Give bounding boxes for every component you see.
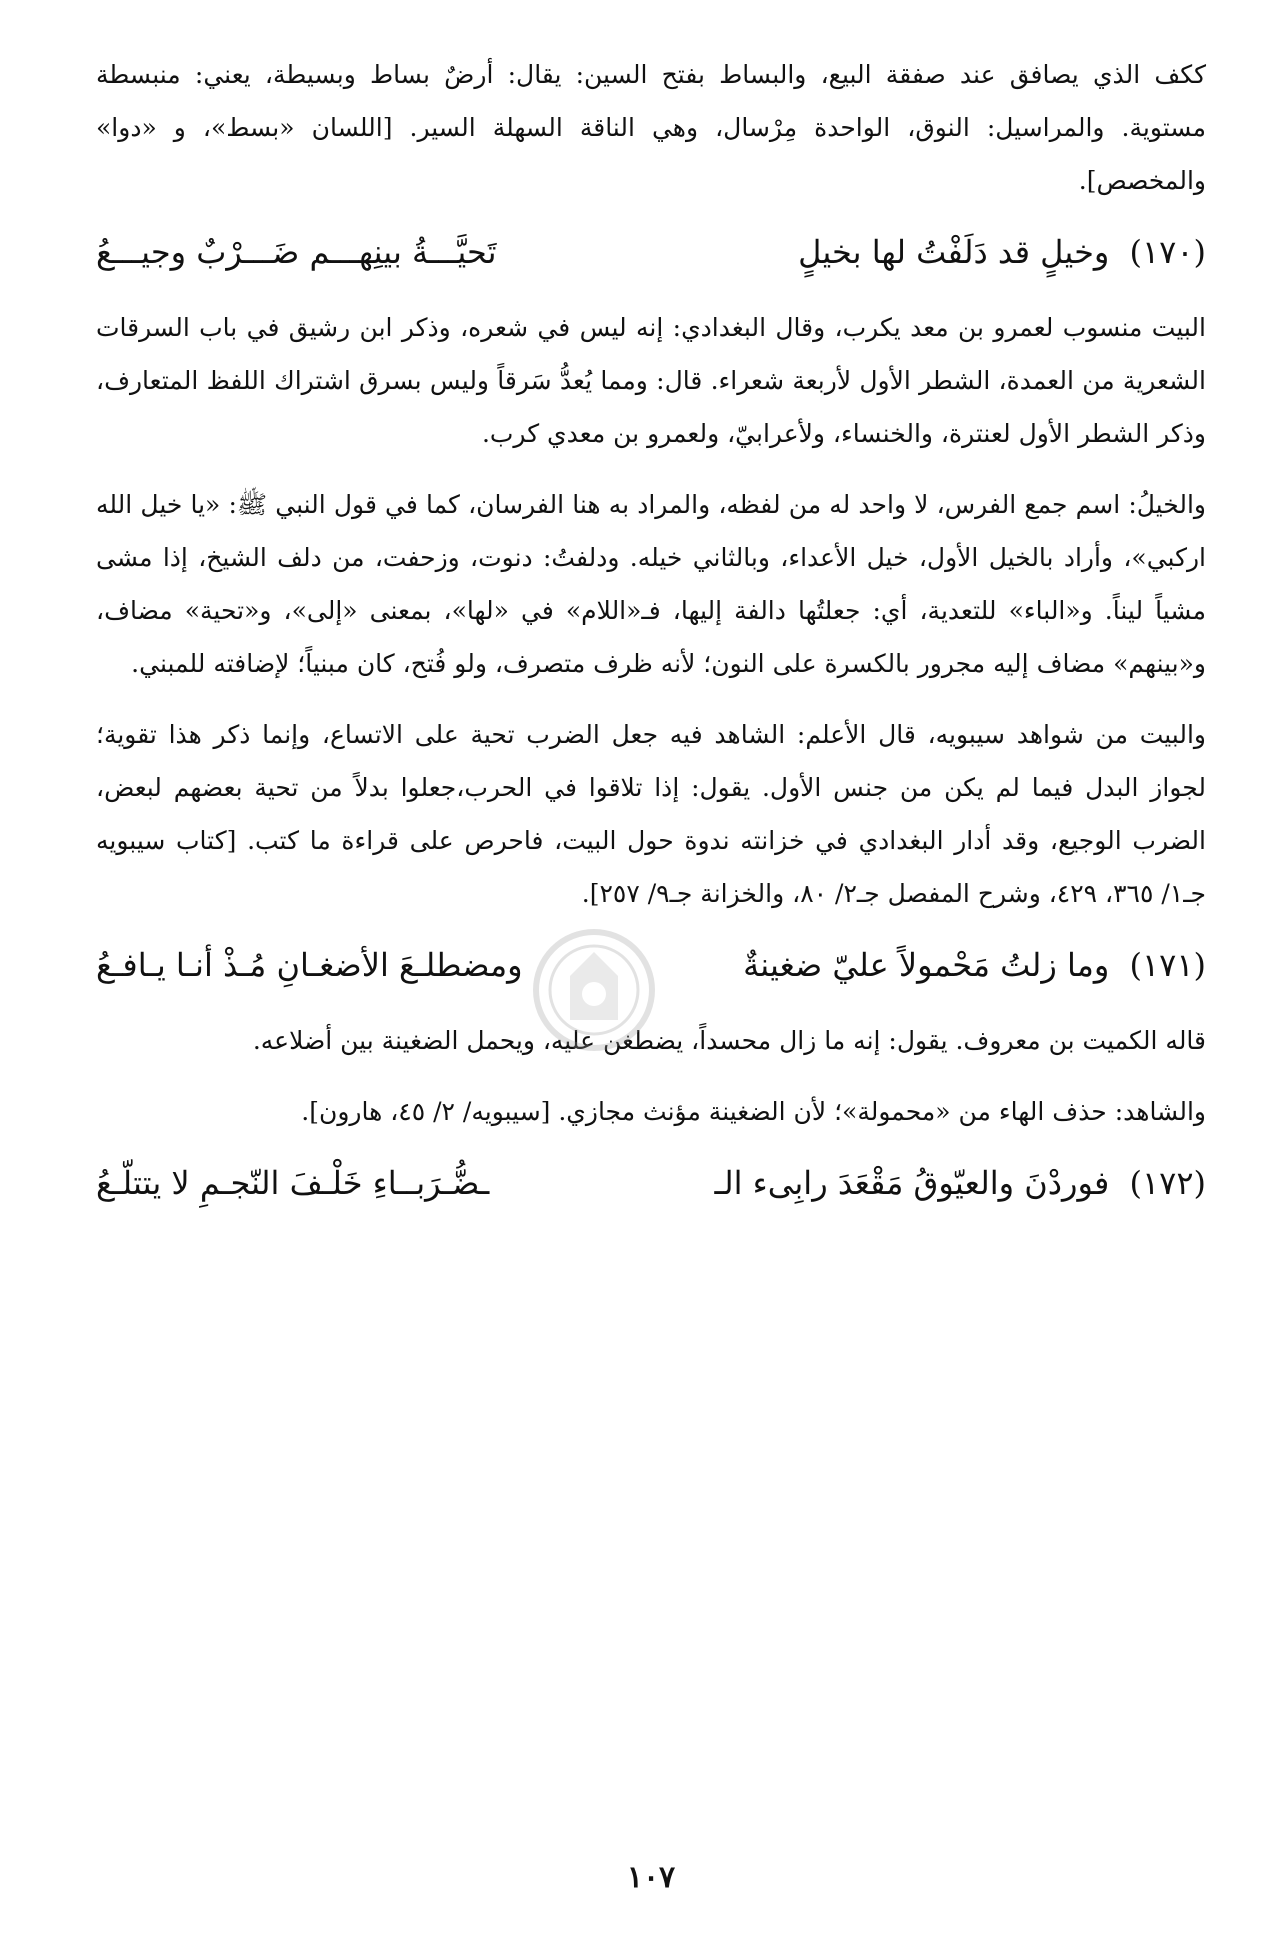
verse-172 [96, 1152, 1206, 1214]
verse-170 [96, 221, 1206, 283]
verse-first-hemistich [714, 1164, 1206, 1202]
library-seal-icon [528, 924, 660, 1056]
verse-first-hemistich [743, 946, 1206, 984]
verse-number: (١٧٠) [1129, 233, 1206, 271]
verse-first-hemistich [798, 233, 1206, 271]
verse-first-text: وما زلتُ مَحْمولاً عليّ ضغينةٌ [743, 946, 1110, 984]
verse-first-text: فوردْنَ والعيّوقُ مَقْعَدَ رابِىء الـ [714, 1164, 1110, 1202]
commentary-paragraph: قاله الكميت بن معروف. يقول: إنه ما زال محسداً، يضطغن عليه، ويحمل الضغينة بين أضلاعه. [252, 1026, 1206, 1055]
commentary-paragraph: ككف الذي يصافق عند صفقة البيع، والبساط بفتح السين: يقال: أرضٌ بساط وبسيطة، يعني: منبسطة مستوية. والمراسيل: النوق، الواحدة مِرْسال، وهي الناقة السهلة السير. [اللسان «بسط»، و «دوا» والمخصص]. [96, 60, 1206, 195]
commentary-paragraph: والبيت من شواهد سيبويه، قال الأعلم: الشاهد فيه جعل الضرب تحية على الاتساع، وإنما ذكر هذا تقوية؛ لجواز البدل فيما لم يكن من جنس الأول. يقول: إذا تلاقوا في الحرب،جعلوا بدلاً من تحية بعضهم لبعض، الضرب الوجيع، وقد أدار البغدادي في خزانته ندوة حول البيت، فاحرص على قراءة ما كتب. [كتاب سيبويه جـ١/ ٣٦٥، ٤٢٩، وشرح المفصل جـ٢/ ٨٠، والخزانة جـ٩/ ٢٥٧]. [96, 720, 1206, 908]
verse-second-hemistich: تَحيَّـــةُ بينِهـــم ضَـــرْبٌ وجيـــعُ [96, 233, 497, 271]
verse-second-hemistich: ومضطلـعَ الأضغـانِ مُـذْ أنـا يـافـعُ [96, 946, 523, 984]
verse-second-hemistich: ـضُّـرَبــاءِ خَلْـفَ النّجـمِ لا يتتلّـعُ [96, 1164, 490, 1202]
verse-first-text: وخيلٍ قد دَلَفْتُ لها بخيلٍ [798, 233, 1110, 271]
commentary-paragraph: البيت منسوب لعمرو بن معد يكرب، وقال البغدادي: إنه ليس في شعره، وذكر ابن رشيق في باب السرقات الشعرية من العمدة، الشطر الأول لأربعة شعراء. قال: ومما يُعدُّ سَرقاً وليس بسرق اشتراك اللفظ المتعارف، وذكر الشطر الأول لعنترة، والخنساء، ولأعرابيّ، ولعمرو بن معدي كرب. [96, 313, 1206, 448]
commentary-paragraph: والخيلُ: اسم جمع الفرس، لا واحد له من لفظه، والمراد به هنا الفرسان، كما في قول النبي ﷺ: «يا خيل الله اركبي»، وأراد بالخيل الأول، خيل الأعداء، وبالثاني خيله. ودلفتُ: دنوت، وزحفت، من دلف الشيخ، إذا مشى مشياً ليناً. و«الباء» للتعدية، أي: جعلتُها دالفة إليها، فـ«اللام» في «لها»، بمعنى «إلى»، و«تحية» مضاف، و«بينهم» مضاف إليه مجرور بالكسرة على النون؛ لأنه ظرف متصرف، ولو فُتح، كان مبنياً؛ لإضافته للمبني. [96, 490, 1206, 678]
commentary-paragraph: والشاهد: حذف الهاء من «محمولة»؛ لأن الضغينة مؤنث مجازي. [سيبويه/ ٢/ ٤٥، هارون]. [301, 1097, 1206, 1126]
page-number: ١٠٧ [626, 1860, 676, 1895]
verse-number: (١٧٢) [1129, 1164, 1206, 1202]
verse-number: (١٧١) [1129, 946, 1206, 984]
